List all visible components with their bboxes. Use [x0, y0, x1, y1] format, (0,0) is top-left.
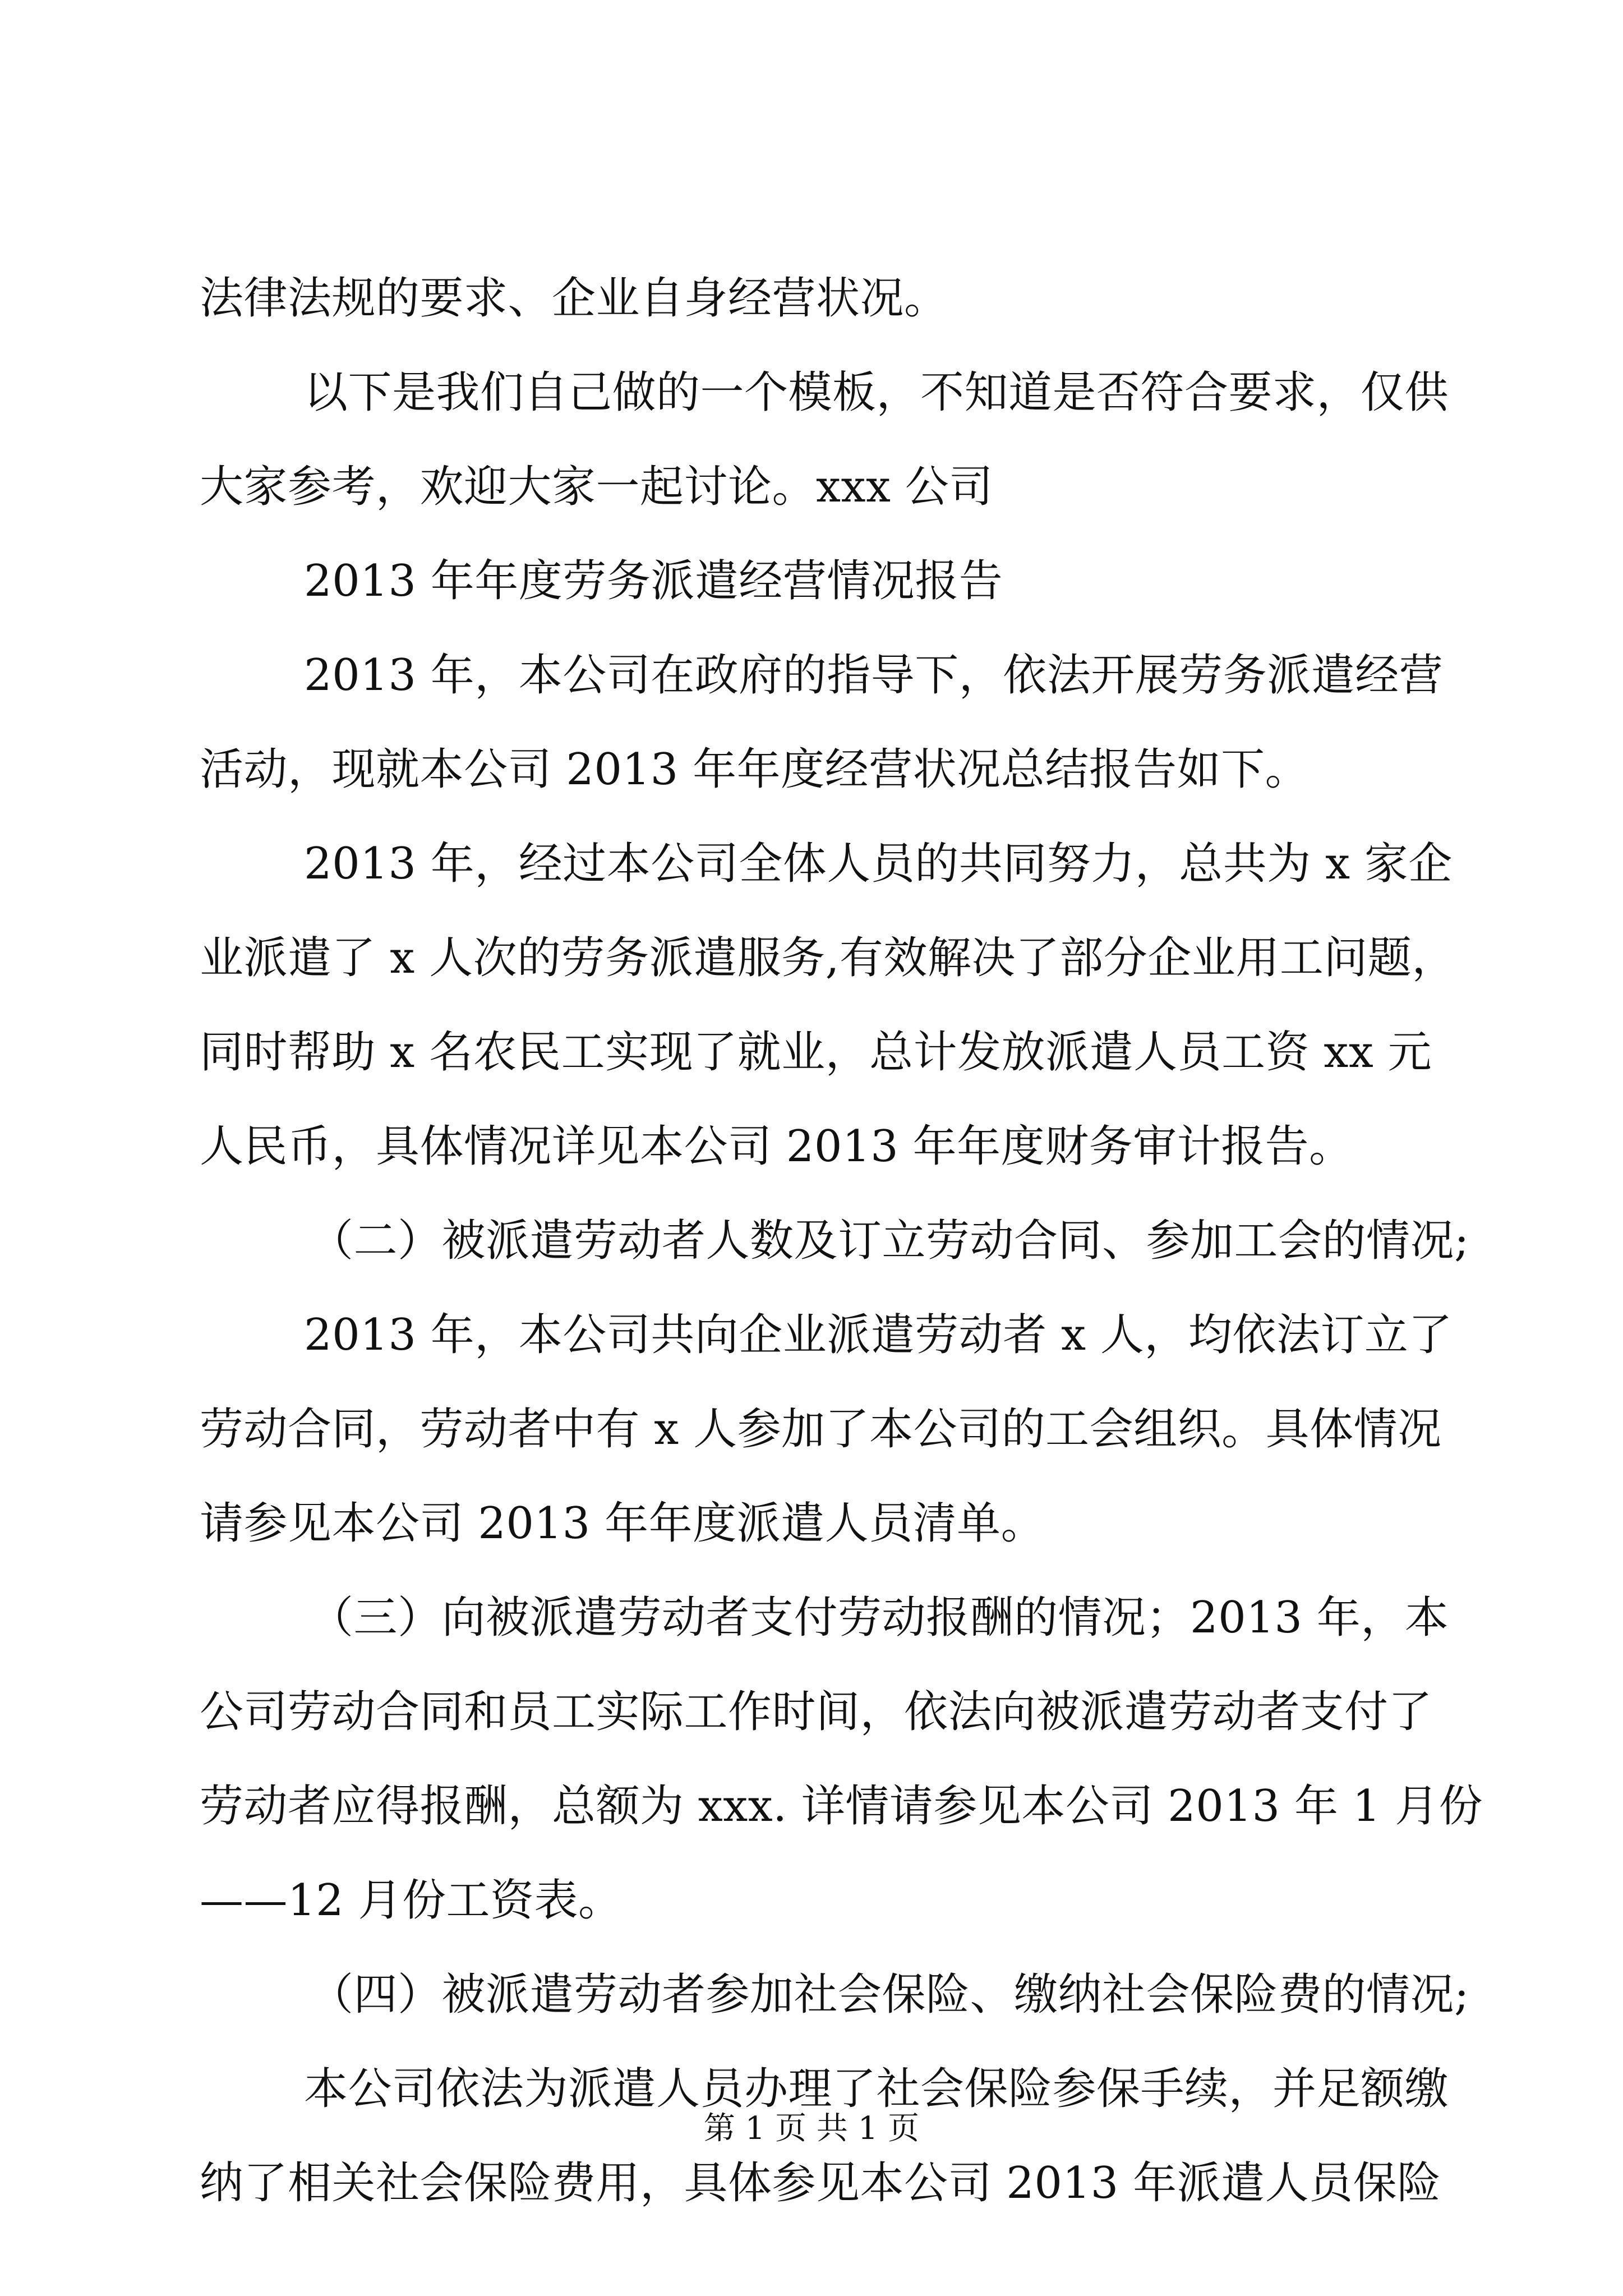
section-heading-4: （四）被派遣劳动者参加社会保险、缴纳社会保险费的情况; [310, 1970, 1469, 2020]
text-line: 业派遣了 x 人次的劳务派遣服务,有效解决了部分企业用工问题， [200, 933, 1456, 983]
text-line: ——12 月份工资表。 [200, 1875, 623, 1926]
text-line: 活动，现就本公司 2013 年年度经营状况总结报告如下。 [200, 744, 1310, 795]
text-line: 本公司依法为派遣人员办理了社会保险参保手续，并足额缴 [304, 2064, 1449, 2114]
text-line: 请参见本公司 2013 年年度派遣人员清单。 [200, 1498, 1045, 1549]
text-line: 劳动合同，劳动者中有 x 人参加了本公司的工会组织。具体情况 [200, 1404, 1442, 1455]
text-line: 大家参考，欢迎大家一起讨论。xxx 公司 [200, 462, 993, 512]
page-number-footer: 第 1 页 共 1 页 [703, 2110, 920, 2147]
section-heading-2: （二）被派遣劳动者人数及订立劳动合同、参加工会的情况; [310, 1216, 1469, 1266]
document-body [200, 251, 1483, 2230]
section-heading-3: （三）向被派遣劳动者支付劳动报酬的情况；2013 年，本 [310, 1593, 1449, 1643]
text-line: 同时帮助 x 名农民工实现了就业，总计发放派遣人员工资 xx 元 [200, 1027, 1432, 1078]
report-title-line: 2013 年年度劳务派遣经营情况报告 [304, 556, 1003, 606]
text-line: 纳了相关社会保险费用，具体参见本公司 2013 年派遣人员保险 [200, 2158, 1441, 2208]
text-line: 人民币，具体情况详见本公司 2013 年年度财务审计报告。 [200, 1121, 1353, 1172]
text-line: 公司劳动合同和员工实际工作时间，依法向被派遣劳动者支付了 [200, 1687, 1433, 1737]
text-line: 2013 年，经过本公司全体人员的共同努力，总共为 x 家企 [304, 839, 1453, 889]
text-line: 劳动者应得报酬，总额为 xxx. 详情请参见本公司 2013 年 1 月份 [200, 1781, 1483, 1832]
text-line: 2013 年，本公司共向企业派遣劳动者 x 人，均依法订立了 [304, 1310, 1453, 1360]
text-line: 2013 年，本公司在政府的指导下，依法开展劳务派遣经营 [304, 650, 1444, 701]
text-line: 法律法规的要求、企业自身经营状况。 [200, 273, 948, 324]
text-line: 以下是我们自己做的一个模板，不知道是否符合要求，仅供 [304, 367, 1449, 418]
